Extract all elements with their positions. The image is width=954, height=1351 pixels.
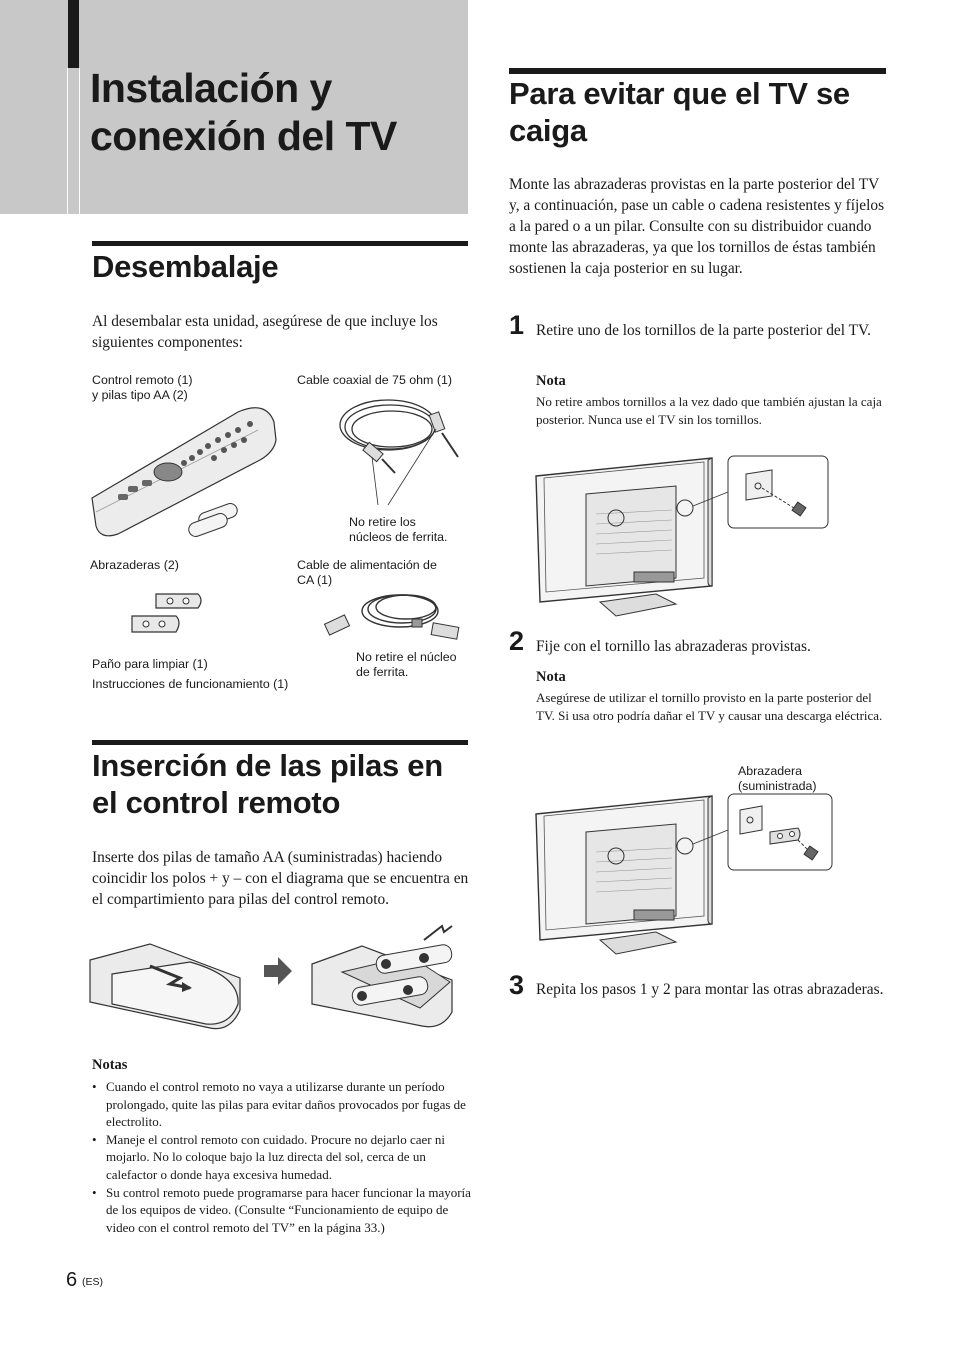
item-label-coax: Cable coaxial de 75 ohm (1) bbox=[297, 373, 452, 387]
chapter-title: Instalación y conexión del TV bbox=[90, 65, 397, 159]
section-rule bbox=[92, 740, 468, 745]
step-text: Repita los pasos 1 y 2 para montar las otras abrazaderas. bbox=[536, 981, 884, 998]
item-label-ac-cable: Cable de alimentación de CA (1) bbox=[297, 558, 437, 587]
page-number: 6 bbox=[66, 1269, 78, 1291]
brackets-illustration bbox=[128, 590, 208, 640]
battery-cover-illustration bbox=[90, 940, 250, 1040]
step-nota-title: Nota bbox=[536, 373, 566, 389]
notes-title: Notas bbox=[92, 1057, 128, 1073]
step-number: 3 bbox=[509, 970, 525, 1000]
page-language: (ES) bbox=[82, 1276, 103, 1288]
battery-insert-illustration bbox=[312, 924, 462, 1040]
prevent-fall-intro: Monte las abrazaderas provistas en la parte posterior del TV y, a continuación, pase un cable o cadena resistentes y fíjelos a la pared o a un pilar. Consulte con su distribuidor cuando monte las abrazaderas, ya que los tornillos de éstas también sostienen la caja posterior en su lugar. bbox=[509, 176, 885, 277]
note-item: • Cuando el control remoto no vaya a utilizarse durante un período prolongado, quite las pilas para evitar daños provocados por fugas de electrolito. bbox=[92, 1078, 472, 1131]
batteries-intro: Inserte dos pilas de tamaño AA (suministradas) haciendo coincidir los polos + y – con el diagrama que se encuentra en el compartimiento para pilas del control remoto. bbox=[92, 849, 469, 908]
step-nota-text: Asegúrese de utilizar el tornillo provisto en la parte posterior del TV. Si usa otro podría dañar el TV y causar una descarga eléctrica. bbox=[536, 690, 883, 723]
chapter-header-bar bbox=[68, 0, 79, 68]
section-rule bbox=[509, 68, 886, 74]
coax-cable-illustration bbox=[330, 395, 470, 485]
item-note-ac-ferrite: No retire el núcleo de ferrita. bbox=[356, 650, 457, 679]
note-item: • Su control remoto puede programarse para hacer funcionar la mayoría de los equipos de video. (Consulte “Funcionamiento de equipo de video con el control remoto del TV” en la página 33.) bbox=[92, 1184, 472, 1237]
section-title-unpacking: Desembalaje bbox=[92, 249, 279, 284]
step-text: Fije con el tornillo las abrazaderas provistas. bbox=[536, 638, 811, 655]
ac-cable-illustration bbox=[322, 585, 467, 655]
item-label-remote: Control remoto (1) y pilas tipo AA (2) bbox=[92, 373, 193, 402]
step-number: 1 bbox=[509, 310, 525, 340]
item-label-cloth: Paño para limpiar (1) bbox=[92, 657, 208, 671]
callout-bracket-label: Abrazadera (suministrada) bbox=[738, 764, 817, 793]
notes-list bbox=[92, 1078, 472, 1236]
section-rule bbox=[92, 241, 468, 246]
tv-rear-bracket-illustration bbox=[536, 792, 836, 958]
tv-rear-illustration bbox=[536, 454, 832, 620]
unpacking-intro: Al desembalar esta unidad, asegúrese de que incluye los siguientes componentes: bbox=[92, 313, 438, 351]
step-nota-title: Nota bbox=[536, 669, 566, 685]
remote-control-illustration bbox=[88, 400, 288, 540]
chapter-header-divider bbox=[79, 68, 80, 214]
item-note-coax-ferrite: No retire los núcleos de ferrita. bbox=[349, 515, 448, 544]
section-title-prevent-fall: Para evitar que el TV se caiga bbox=[509, 76, 850, 148]
step-text: Retire uno de los tornillos de la parte posterior del TV. bbox=[536, 322, 871, 339]
chapter-header-divider bbox=[67, 68, 68, 214]
note-item: • Maneje el control remoto con cuidado. Procure no dejarlo caer ni mojarlo. No lo coloque bajo la luz directa del sol, cerca de un calefactor o donde haya excesiva humedad. bbox=[92, 1131, 472, 1184]
arrow-right-icon bbox=[262, 955, 294, 987]
item-label-manual: Instrucciones de funcionamiento (1) bbox=[92, 677, 289, 691]
item-label-brackets: Abrazaderas (2) bbox=[90, 558, 179, 572]
section-title-batteries: Inserción de las pilas en el control remoto bbox=[92, 748, 443, 820]
step-nota-text: No retire ambos tornillos a la vez dado que también ajustan la caja posterior. Nunca use el TV sin los tornillos. bbox=[536, 394, 882, 427]
step-number: 2 bbox=[509, 626, 525, 656]
